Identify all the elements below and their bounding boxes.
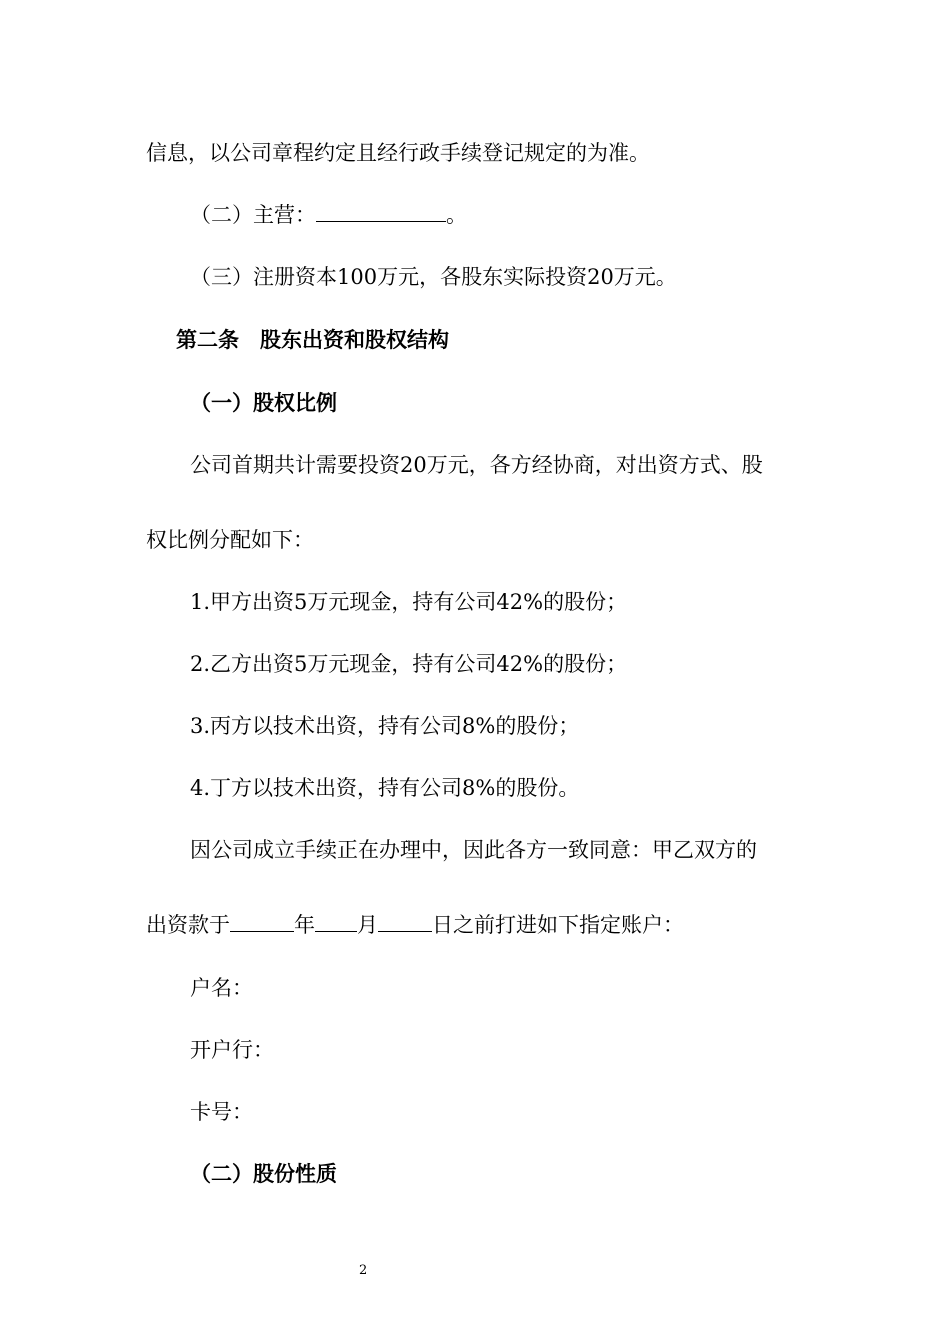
- month-blank: [315, 911, 357, 932]
- day-blank: [378, 911, 432, 932]
- text-line-bank: [190, 1036, 274, 1064]
- list-item-1: [190, 588, 627, 616]
- list-item-2: [190, 650, 627, 678]
- text-span: 年: [294, 913, 315, 937]
- text-span: 因公司成立手续正在办理中，因此各方一致同意：甲乙双方的: [190, 838, 757, 862]
- text-line-consent-b: [146, 911, 684, 939]
- text-line-main-business: [190, 201, 467, 229]
- text-line-registered-capital: [190, 263, 677, 291]
- section-heading-share-nature: [190, 1160, 337, 1188]
- list-item-4: [190, 774, 579, 802]
- text-span: 月: [357, 913, 378, 937]
- text-line-consent-a: [190, 836, 757, 864]
- text-span: 第二条 股东出资和股权结构: [176, 327, 449, 352]
- text-span: 出资款于: [146, 913, 230, 937]
- main-business-blank: [316, 201, 446, 222]
- text-line-card-number: [190, 1098, 253, 1126]
- list-item-3: [190, 712, 579, 740]
- text-span: （一）股权比例: [190, 390, 337, 415]
- text-span: 2.乙方出资5万元现金，持有公司42%的股份；: [190, 652, 628, 676]
- text-span: 。: [446, 203, 467, 227]
- text-line-account-name: [190, 974, 253, 1002]
- text-span: （二）股份性质: [190, 1161, 337, 1186]
- text-line-info: [146, 139, 650, 167]
- text-span: （二）主营：: [190, 203, 316, 227]
- text-line-investment-b: [146, 526, 314, 554]
- page-number: 2: [359, 1263, 368, 1278]
- text-span: 日之前打进如下指定账户：: [432, 913, 684, 937]
- text-span: 信息，以公司章程约定且经行政手续登记规定的为准。: [146, 141, 650, 165]
- section-heading-equity-ratio: [190, 389, 337, 417]
- text-span: 3.丙方以技术出资，持有公司8%的股份；: [190, 714, 580, 738]
- text-span: 1.甲方出资5万元现金，持有公司42%的股份；: [190, 590, 628, 614]
- text-span: （三）注册资本100万元，各股东实际投资20万元。: [190, 265, 677, 289]
- text-span: 权比例分配如下：: [146, 528, 314, 552]
- text-span: 户名：: [190, 976, 253, 1000]
- text-span: 公司首期共计需要投资20万元，各方经协商，对出资方式、股: [190, 453, 763, 477]
- article-heading-2: [176, 326, 449, 354]
- text-span: 开户行：: [190, 1038, 274, 1062]
- text-span: 4.丁方以技术出资，持有公司8%的股份。: [190, 776, 580, 800]
- text-line-investment-a: [190, 451, 763, 479]
- text-span: 卡号：: [190, 1100, 253, 1124]
- year-blank: [230, 911, 294, 932]
